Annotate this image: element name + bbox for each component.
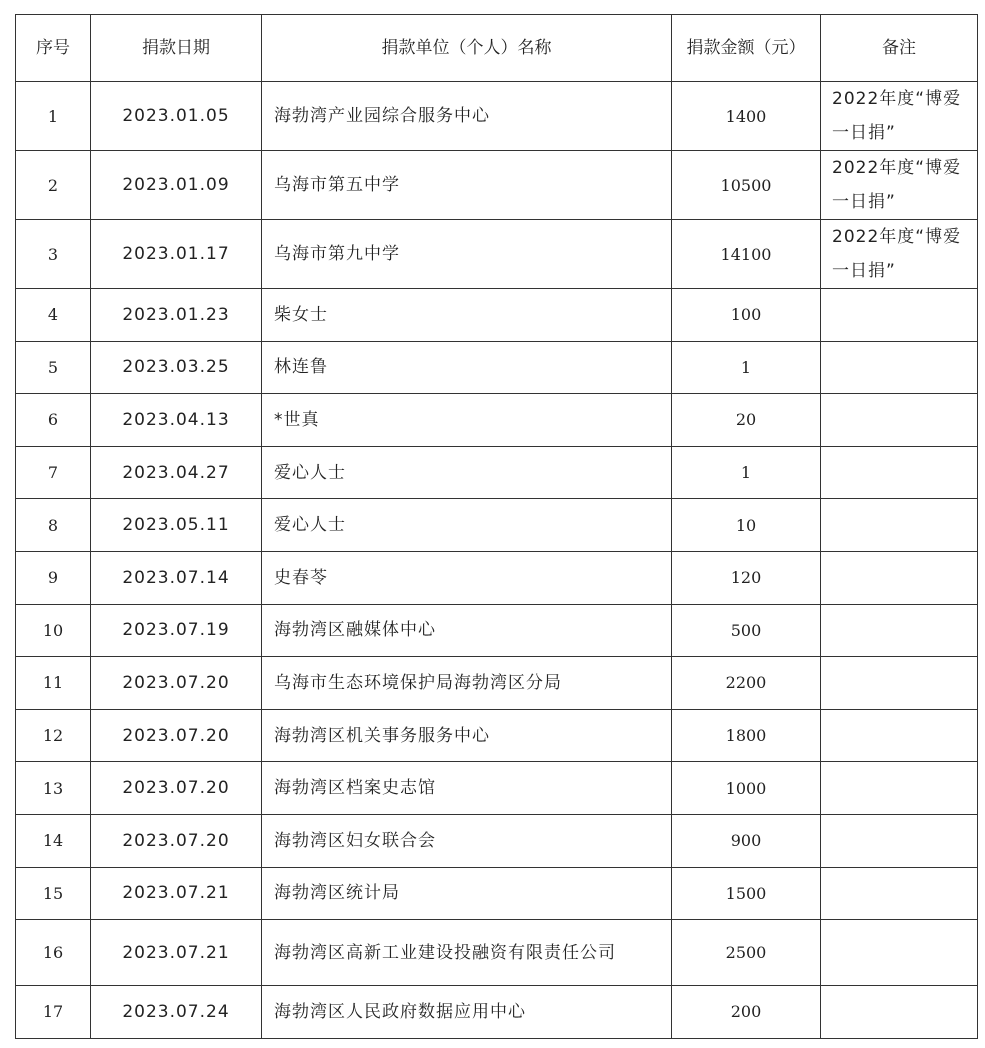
header-note: 备注 bbox=[821, 15, 978, 82]
cell-amount: 900 bbox=[672, 814, 821, 867]
cell-date: 2023.07.21 bbox=[91, 867, 262, 920]
cell-no: 6 bbox=[16, 394, 91, 447]
cell-note bbox=[821, 604, 978, 657]
table-row bbox=[16, 394, 978, 447]
cell-no: 2 bbox=[16, 151, 91, 220]
cell-note bbox=[821, 341, 978, 394]
table-row bbox=[16, 986, 978, 1039]
cell-amount: 1500 bbox=[672, 867, 821, 920]
cell-name: 林连鲁 bbox=[262, 341, 672, 394]
cell-note bbox=[821, 289, 978, 342]
cell-name: 海勃湾区高新工业建设投融资有限责任公司 bbox=[262, 920, 672, 986]
cell-note bbox=[821, 446, 978, 499]
cell-date: 2023.04.27 bbox=[91, 446, 262, 499]
cell-no: 11 bbox=[16, 657, 91, 710]
cell-note: 2022年度“博爱一日捐” bbox=[821, 151, 978, 220]
table-row bbox=[16, 499, 978, 552]
table-row bbox=[16, 220, 978, 289]
cell-no: 12 bbox=[16, 709, 91, 762]
cell-date: 2023.03.25 bbox=[91, 341, 262, 394]
cell-amount: 1000 bbox=[672, 762, 821, 815]
cell-note bbox=[821, 920, 978, 986]
cell-date: 2023.07.20 bbox=[91, 657, 262, 710]
table-row bbox=[16, 657, 978, 710]
cell-amount: 120 bbox=[672, 551, 821, 604]
cell-date: 2023.07.19 bbox=[91, 604, 262, 657]
table-row bbox=[16, 920, 978, 986]
cell-name: 乌海市生态环境保护局海勃湾区分局 bbox=[262, 657, 672, 710]
table-row bbox=[16, 814, 978, 867]
cell-note bbox=[821, 762, 978, 815]
cell-name: 乌海市第五中学 bbox=[262, 151, 672, 220]
cell-date: 2023.07.20 bbox=[91, 762, 262, 815]
cell-note bbox=[821, 394, 978, 447]
table-row bbox=[16, 289, 978, 342]
cell-no: 14 bbox=[16, 814, 91, 867]
donation-sheet bbox=[15, 14, 978, 1039]
table-row bbox=[16, 446, 978, 499]
header-name: 捐款单位（个人）名称 bbox=[262, 15, 672, 82]
cell-no: 9 bbox=[16, 551, 91, 604]
cell-no: 3 bbox=[16, 220, 91, 289]
table-header-row bbox=[16, 15, 978, 82]
cell-no: 17 bbox=[16, 986, 91, 1039]
cell-name: 海勃湾产业园综合服务中心 bbox=[262, 82, 672, 151]
cell-amount: 2500 bbox=[672, 920, 821, 986]
cell-note bbox=[821, 867, 978, 920]
cell-name: 海勃湾区机关事务服务中心 bbox=[262, 709, 672, 762]
cell-date: 2023.07.20 bbox=[91, 709, 262, 762]
cell-note bbox=[821, 814, 978, 867]
cell-no: 13 bbox=[16, 762, 91, 815]
table-row bbox=[16, 151, 978, 220]
cell-note: 2022年度“博爱一日捐” bbox=[821, 220, 978, 289]
cell-date: 2023.07.14 bbox=[91, 551, 262, 604]
cell-amount: 500 bbox=[672, 604, 821, 657]
header-amount: 捐款金额（元） bbox=[672, 15, 821, 82]
cell-amount: 1400 bbox=[672, 82, 821, 151]
cell-no: 1 bbox=[16, 82, 91, 151]
cell-name: *世真 bbox=[262, 394, 672, 447]
cell-name: 爱心人士 bbox=[262, 446, 672, 499]
cell-amount: 10 bbox=[672, 499, 821, 552]
cell-name: 史春苓 bbox=[262, 551, 672, 604]
donation-table bbox=[15, 14, 978, 1039]
header-date: 捐款日期 bbox=[91, 15, 262, 82]
cell-date: 2023.01.05 bbox=[91, 82, 262, 151]
cell-name: 海勃湾区妇女联合会 bbox=[262, 814, 672, 867]
table-row bbox=[16, 82, 978, 151]
cell-note: 2022年度“博爱一日捐” bbox=[821, 82, 978, 151]
cell-name: 海勃湾区融媒体中心 bbox=[262, 604, 672, 657]
cell-no: 5 bbox=[16, 341, 91, 394]
table-row bbox=[16, 709, 978, 762]
cell-name: 爱心人士 bbox=[262, 499, 672, 552]
cell-amount: 1 bbox=[672, 446, 821, 499]
cell-amount: 200 bbox=[672, 986, 821, 1039]
cell-date: 2023.07.24 bbox=[91, 986, 262, 1039]
cell-no: 10 bbox=[16, 604, 91, 657]
cell-amount: 20 bbox=[672, 394, 821, 447]
cell-name: 乌海市第九中学 bbox=[262, 220, 672, 289]
cell-note bbox=[821, 657, 978, 710]
cell-date: 2023.01.23 bbox=[91, 289, 262, 342]
header-no: 序号 bbox=[16, 15, 91, 82]
cell-amount: 2200 bbox=[672, 657, 821, 710]
cell-amount: 14100 bbox=[672, 220, 821, 289]
cell-date: 2023.04.13 bbox=[91, 394, 262, 447]
cell-date: 2023.07.21 bbox=[91, 920, 262, 986]
cell-name: 海勃湾区档案史志馆 bbox=[262, 762, 672, 815]
cell-name: 柴女士 bbox=[262, 289, 672, 342]
table-body bbox=[16, 82, 978, 1039]
cell-date: 2023.07.20 bbox=[91, 814, 262, 867]
cell-amount: 1800 bbox=[672, 709, 821, 762]
table-row bbox=[16, 341, 978, 394]
cell-amount: 10500 bbox=[672, 151, 821, 220]
cell-no: 15 bbox=[16, 867, 91, 920]
table-row bbox=[16, 867, 978, 920]
cell-no: 16 bbox=[16, 920, 91, 986]
cell-date: 2023.01.09 bbox=[91, 151, 262, 220]
table-row bbox=[16, 604, 978, 657]
cell-no: 7 bbox=[16, 446, 91, 499]
cell-amount: 1 bbox=[672, 341, 821, 394]
table-row bbox=[16, 762, 978, 815]
cell-note bbox=[821, 986, 978, 1039]
cell-no: 4 bbox=[16, 289, 91, 342]
cell-note bbox=[821, 551, 978, 604]
cell-date: 2023.01.17 bbox=[91, 220, 262, 289]
cell-no: 8 bbox=[16, 499, 91, 552]
cell-amount: 100 bbox=[672, 289, 821, 342]
cell-note bbox=[821, 709, 978, 762]
table-row bbox=[16, 551, 978, 604]
cell-note bbox=[821, 499, 978, 552]
cell-name: 海勃湾区统计局 bbox=[262, 867, 672, 920]
cell-date: 2023.05.11 bbox=[91, 499, 262, 552]
cell-name: 海勃湾区人民政府数据应用中心 bbox=[262, 986, 672, 1039]
